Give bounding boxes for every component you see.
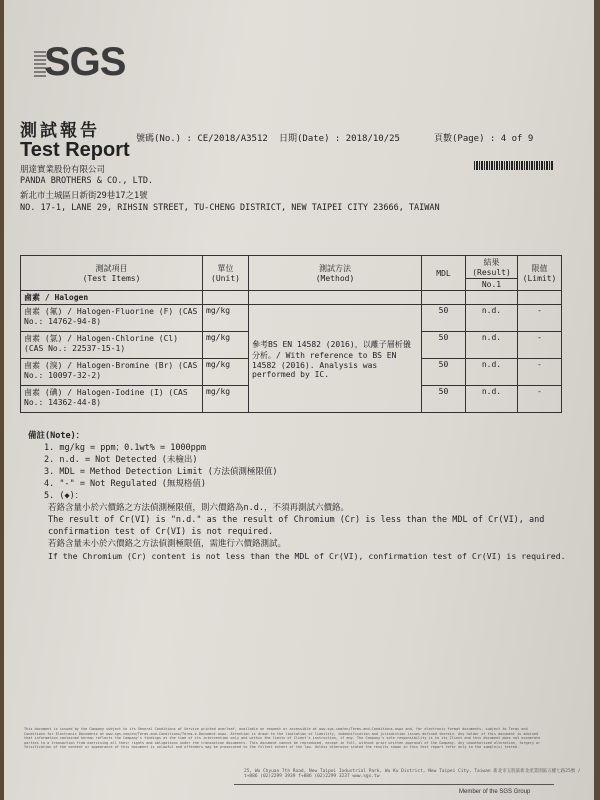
header-test-items: 測試項目 (Test Items) bbox=[21, 256, 203, 291]
client-address-en: NO. 17-1, LANE 29, RIHSIN STREET, TU-CHENG DISTRICT, NEW TAIPEI CITY 23666, TAIWAN bbox=[20, 203, 440, 213]
row-result: n.d. bbox=[466, 332, 518, 359]
group-cell bbox=[518, 291, 562, 305]
group-cell bbox=[422, 291, 466, 305]
results-table bbox=[20, 255, 562, 413]
note-5-line: If the Chromium (Cr) content is not less than the MDL of Cr(VI), confirmation test of Cr(VI) is required. bbox=[48, 551, 566, 561]
client-name-en: PANDA BROTHERS & CO., LTD. bbox=[20, 176, 154, 186]
row-limit: - bbox=[518, 332, 562, 359]
note-item: 4. "-" = Not Regulated (無規格值) bbox=[44, 479, 206, 489]
note-5-line: The result of Cr(VI) is "n.d." as the result of Chromium (Cr) is less than the MDL of Cr(VI), and bbox=[48, 515, 545, 525]
footer-divider bbox=[234, 784, 554, 785]
footer-address: 25, Wu Chyuan 7th Road, New Taipei Industrial Park, Wu Ku District, New Taipei City, Taiwan 新北市五股區新北產業園區五權七路25號 / t+886 (02)2299 3939 f+886 (02)2299 3237 www.sgs.tw bbox=[244, 769, 581, 779]
row-item: 鹵素 (氯) / Halogen-Chlorine (Cl) (CAS No.: 22537-15-1) bbox=[21, 332, 203, 359]
row-item: 鹵素 (溴) / Halogen-Bromine (Br) (CAS No.: 10097-32-2) bbox=[21, 359, 203, 386]
note-item: 3. MDL = Method Detection Limit (方法偵測極限值) bbox=[44, 467, 278, 477]
group-cell bbox=[466, 291, 518, 305]
header-method: 測試方法 (Method) bbox=[249, 256, 422, 291]
table-row bbox=[21, 305, 562, 332]
row-mdl: 50 bbox=[422, 332, 466, 359]
method-description: 參考BS EN 14582 (2016)，以離子層析儀分析。/ With reference to BS EN 14582 (2016). Analysis was performed by IC. bbox=[249, 305, 422, 413]
row-unit: mg/kg bbox=[203, 305, 249, 332]
row-limit: - bbox=[518, 386, 562, 413]
note-item: 2. n.d. = Not Detected (未檢出) bbox=[44, 455, 198, 465]
row-limit: - bbox=[518, 305, 562, 332]
note-5-line: confirmation test of Cr(VI) is not required. bbox=[48, 527, 274, 537]
group-label: 鹵素 / Halogen bbox=[21, 291, 203, 305]
note-item: 5. (◆)： bbox=[44, 491, 84, 501]
client-address-cn: 新北市土城區日新街29巷17之1號 bbox=[20, 191, 148, 201]
row-result: n.d. bbox=[466, 359, 518, 386]
sgs-logo: SGS bbox=[44, 40, 126, 84]
report-number: 號碼(No.) : CE/2018/A3512 bbox=[136, 134, 268, 144]
note-5-line: 若鉻含量未小於六價鉻之方法偵測極限值，需進行六價鉻測試。 bbox=[48, 539, 287, 549]
group-cell bbox=[203, 291, 249, 305]
title-chinese: 測試報告 bbox=[20, 121, 100, 141]
notes-section bbox=[28, 430, 578, 562]
report-date: 日期(Date) : 2018/10/25 bbox=[279, 134, 400, 144]
footer-disclaimer: This document is issued by the Company subject to its General Conditions of Service printed overleaf, available on request or accessible at www.sgs.com/en/Terms-and-Conditions.aspx and, for electronic format documents, subject to Terms and Conditions for Electronic Documents at www.sgs.com/en/Terms-and-Conditions/Terms-e-Document.aspx. Attention is drawn to the limitation of liability, indemnification and jurisdiction issues defined therein. Any holder of this document is advised that information contained hereon reflects the Company's findings at the time of its intervention only and within the limits of Client's instruction, if any. The Company's sole responsibility is to its Client and this document does not exonerate parties to a transaction from exercising all their rights and obligations under the transaction documents. This document cannot be reproduced, except in full, without prior written approval of the Company. Any unauthorized alteration, forgery or falsification of the content or appearance of this document is unlawful and offenders may be prosecuted to the fullest extent of the law. Unless otherwise stated the results shown in this test report refer only to the sample(s) tested. bbox=[24, 727, 541, 749]
row-mdl: 50 bbox=[422, 359, 466, 386]
row-result: n.d. bbox=[466, 305, 518, 332]
note-item: 1. mg/kg = ppm；0.1wt% = 1000ppm bbox=[44, 443, 207, 453]
member-of-sgs: Member of the SGS Group bbox=[459, 789, 531, 795]
row-unit: mg/kg bbox=[203, 386, 249, 413]
row-item: 鹵素 (碘) / Halogen-Iodine (I) (CAS No.: 14362-44-8) bbox=[21, 386, 203, 413]
row-mdl: 50 bbox=[422, 386, 466, 413]
row-unit: mg/kg bbox=[203, 332, 249, 359]
notes-title: 備註(Note)： bbox=[28, 431, 85, 441]
client-name-cn: 朋達實業股份有限公司 bbox=[20, 165, 106, 175]
page-number: 頁數(Page) : 4 of 9 bbox=[434, 134, 534, 144]
page-title: Test Report bbox=[20, 139, 130, 161]
header-result: 結果 (Result) bbox=[466, 256, 518, 279]
row-unit: mg/kg bbox=[203, 359, 249, 386]
barcode bbox=[474, 161, 554, 170]
row-result: n.d. bbox=[466, 386, 518, 413]
note-5-line: 若鉻含量小於六價鉻之方法偵測極限值，則六價鉻為n.d.，不須再測試六價鉻。 bbox=[48, 503, 349, 513]
group-cell bbox=[249, 291, 422, 305]
row-mdl: 50 bbox=[422, 305, 466, 332]
row-item: 鹵素 (氟) / Halogen-Fluorine (F) (CAS No.: 14762-94-8) bbox=[21, 305, 203, 332]
row-limit: - bbox=[518, 359, 562, 386]
header-sample-no: No.1 bbox=[466, 279, 518, 291]
header-mdl: MDL bbox=[422, 256, 466, 291]
header-unit: 單位 (Unit) bbox=[203, 256, 249, 291]
header-limit: 限值 (Limit) bbox=[518, 256, 562, 291]
report-page bbox=[4, 0, 594, 800]
